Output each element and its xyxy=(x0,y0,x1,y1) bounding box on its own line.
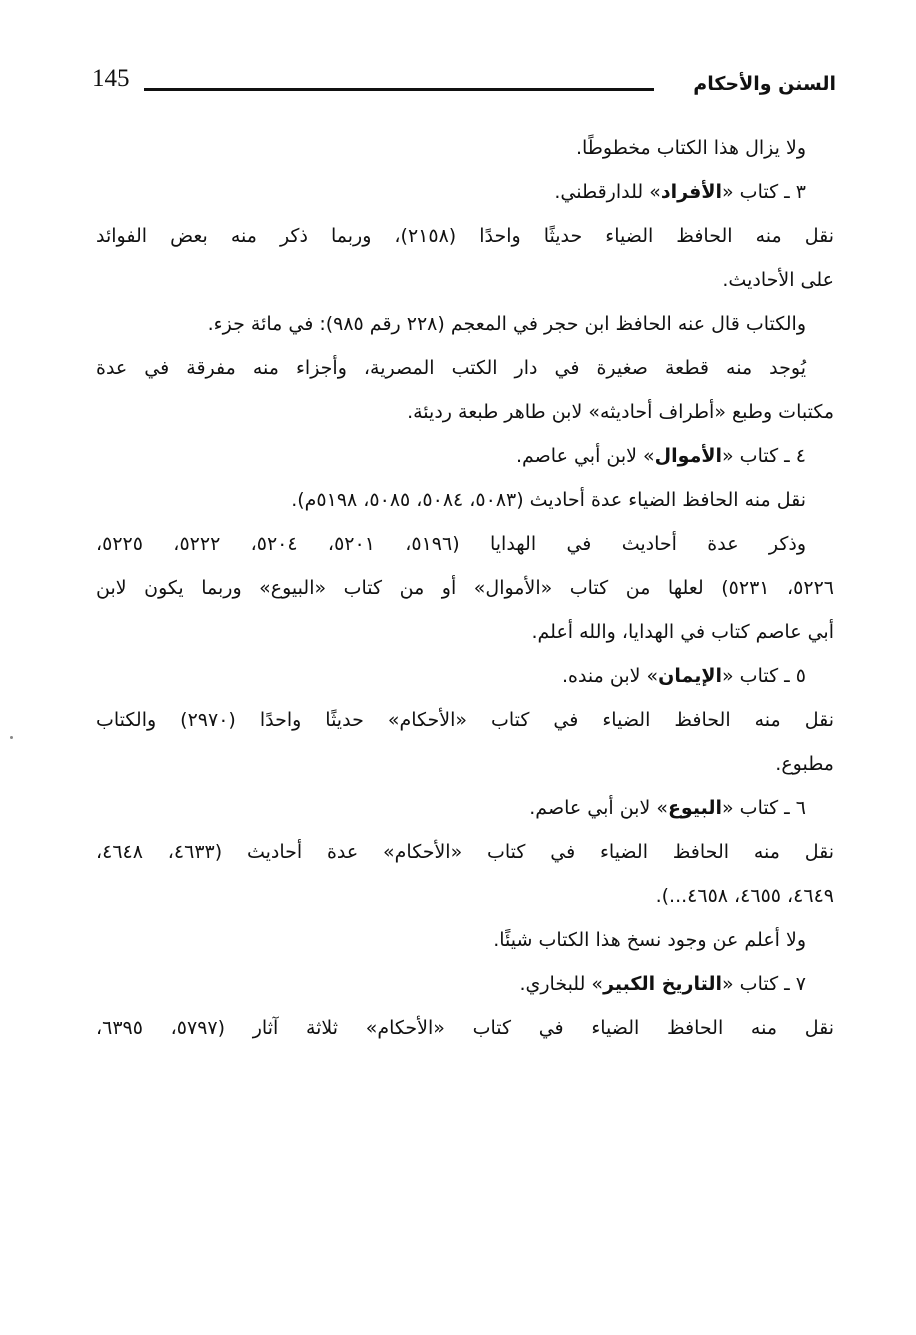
text-line: نقل منه الحافظ الضياء حديثًا واحدًا (٢١٥٨)، وربما ذكر منه بعض الفوائد xyxy=(96,225,834,247)
text-line: والكتاب قال عنه الحافظ ابن حجر في المعجم (٢٢٨ رقم ٩٨٥): في مائة جزء. xyxy=(207,313,806,335)
section-heading-7: ٧ ـ كتاب «التاريخ الكبير» للبخاري. xyxy=(519,973,806,995)
text-line: نقل منه الحافظ الضياء في كتاب «الأحكام» ثلاثة آثار (٥٧٩٧، ٦٣٩٥، xyxy=(96,1017,834,1039)
book-title-afrad: الأفراد xyxy=(660,181,723,203)
section-heading-5: ٥ ـ كتاب «الإيمان» لابن منده. xyxy=(561,665,806,687)
text-line: أبي عاصم كتاب في الهدايا، والله أعلم. xyxy=(531,621,834,643)
text-line: ٥٢٢٦، ٥٢٣١) لعلها من كتاب «الأموال» أو من كتاب «البيوع» وربما يكون لابن xyxy=(96,577,834,599)
section-heading-4: ٤ ـ كتاب «الأموال» لابن أبي عاصم. xyxy=(515,445,806,467)
text-line: نقل منه الحافظ الضياء عدة أحاديث (٥٠٨٣، ٥٠٨٤، ٥٠٨٥، ٥١٩٨م). xyxy=(291,489,806,511)
text-line: وذكر عدة أحاديث في الهدايا (٥١٩٦، ٥٢٠١، ٥٢٠٤، ٥٢٢٢، ٥٢٢٥، xyxy=(96,533,807,555)
page-number: 145 xyxy=(92,65,130,92)
text-line: نقل منه الحافظ الضياء في كتاب «الأحكام» حديثًا واحدًا (٢٩٧٠) والكتاب xyxy=(96,709,834,731)
page-header xyxy=(92,64,836,104)
text-line: على الأحاديث. xyxy=(722,269,834,291)
book-title-tarikh: التاريخ الكبير xyxy=(603,973,723,995)
running-title: السنن والأحكام xyxy=(693,73,836,95)
text-line: نقل منه الحافظ الضياء في كتاب «الأحكام» عدة أحاديث (٤٦٣٣، ٤٦٤٨، xyxy=(96,841,835,863)
text-line: مطبوع. xyxy=(775,753,834,775)
header-rule xyxy=(144,88,654,91)
text-line: يُوجد منه قطعة صغيرة في دار الكتب المصرية، وأجزاء منه مفرقة في عدة xyxy=(96,357,806,379)
book-title-amwal: الأموال xyxy=(654,445,723,467)
text-line: ولا يزال هذا الكتاب مخطوطًا. xyxy=(575,137,806,159)
page-body xyxy=(96,126,834,1050)
book-title-iman: الإيمان xyxy=(658,665,723,687)
text-line: مكتبات وطبع «أطراف أحاديثه» لابن طاهر طبعة رديئة. xyxy=(407,401,834,423)
book-title-buyu: البيوع xyxy=(667,797,723,819)
scan-speck xyxy=(10,736,13,739)
text-line: ولا أعلم عن وجود نسخ هذا الكتاب شيئًا. xyxy=(493,929,806,951)
section-heading-6: ٦ ـ كتاب «البيوع» لابن أبي عاصم. xyxy=(529,797,806,819)
text-line: ٤٦٤٩، ٤٦٥٥، ٤٦٥٨...). xyxy=(655,885,834,907)
section-heading-3: ٣ ـ كتاب «الأفراد» للدارقطني. xyxy=(554,181,806,203)
